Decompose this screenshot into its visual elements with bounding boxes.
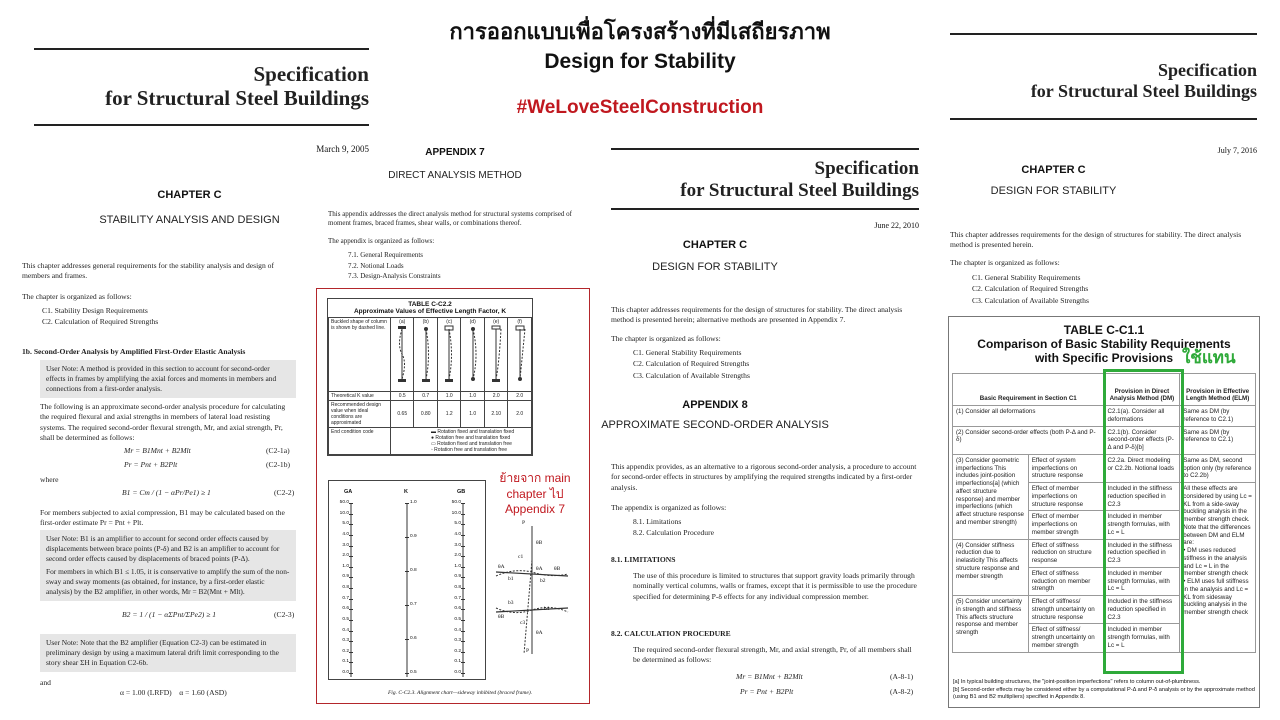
frame-label: θA xyxy=(536,630,543,636)
doc2010-spec-title xyxy=(611,158,919,202)
gb-tick-mark xyxy=(461,609,465,610)
gb-tick-label: 0.5 xyxy=(454,616,461,622)
doc2005-eq-c2-2-number: (C2-2) xyxy=(274,488,295,497)
legend-text: Rotation fixed and translation fixed xyxy=(437,429,515,435)
table-row xyxy=(329,401,532,428)
doc2016-date: July 7, 2016 xyxy=(1217,146,1257,155)
doc2010-appendix-title: APPROXIMATE SECOND-ORDER ANALYSIS xyxy=(601,419,829,431)
doc2005-eq-c2-2: B1 = Cm / (1 − αPr/Pe1) ≥ 1 xyxy=(122,488,211,497)
gb-tick-label: 5.0 xyxy=(454,521,461,527)
doc2010-chapter-title: DESIGN FOR STABILITY xyxy=(652,261,778,273)
ga-tick-label: 0.9 xyxy=(342,574,349,580)
ga-tick-label: 0.4 xyxy=(342,627,349,633)
k-theoretical-label: Theoretical K value xyxy=(329,392,391,401)
table-cell: C2.2a. Direct modeling or C2.2b. Notional loads xyxy=(1104,454,1180,482)
table-cell: (e) xyxy=(493,319,500,325)
doc2005-chapter: CHAPTER C xyxy=(157,189,222,201)
doc2005-user-note-1: User Note: A method is provided in this section to account for second-order effects in frames by amplifying the axial forces and moments in members and connections from a first-order analysis. xyxy=(40,360,296,398)
doc2010-top-rule xyxy=(611,148,919,150)
list-item: 7.2. Notional Loads xyxy=(348,261,404,270)
doc2010-calc-heading: 8.2. CALCULATION PROCEDURE xyxy=(611,629,731,638)
doc2010-spec-line1: Specification xyxy=(814,158,919,179)
gb-tick-mark xyxy=(461,652,465,653)
doc2016-spec-line2: for Structural Steel Buildings xyxy=(1030,80,1257,101)
gb-tick-mark xyxy=(461,641,465,642)
doc2005-section-heading: 1b. Second-Order Analysis by Amplified First-Order Elastic Analysis xyxy=(22,347,246,356)
doc2005-eq-c2-3-number: (C2-3) xyxy=(274,610,295,619)
gb-tick-mark xyxy=(461,599,465,600)
table-cell: (1) Consider all deformations xyxy=(953,406,1105,427)
table-row xyxy=(329,428,532,455)
list-item: 7.1. General Requirements xyxy=(348,251,424,259)
ga-tick-mark xyxy=(349,588,353,589)
table-cell: (3) Consider geometric imperfections This includes joint-position imperfections[a] (which affect structure response) and member imperfections (which affect structure response and member strength) xyxy=(953,454,1029,539)
legend-text: Rotation free and translation fixed xyxy=(435,435,511,441)
k-tick-label: 0.6 xyxy=(410,636,417,641)
list-item: C3. Calculation of Available Strengths xyxy=(972,295,1089,305)
k-tick-label: 0.9 xyxy=(410,534,417,539)
doc2016-list xyxy=(972,272,1232,306)
frame-label: θB xyxy=(554,566,561,572)
comparison-table-subtitle-1: Comparison of Basic Stability Requirements xyxy=(977,337,1231,351)
doc2010-eq-a-8-1: Mr = B1Mnt + B2Mlt xyxy=(736,672,803,681)
frame-label: c1 xyxy=(518,554,524,560)
k-tick-mark xyxy=(405,605,409,606)
gb-tick-mark xyxy=(461,620,465,621)
k-table-subtitle: Approximate Values of Effective Length Factor, K xyxy=(353,308,507,315)
doc2005-spec-line2: for Structural Steel Buildings xyxy=(105,86,369,111)
gb-tick-mark xyxy=(461,514,465,515)
table-cell: 0.80 xyxy=(414,401,437,428)
gb-tick-label: 0.4 xyxy=(454,627,461,633)
table-cell: C2.1(a). Consider all deformations xyxy=(1104,406,1180,427)
k-endcode-legend xyxy=(391,428,532,455)
k-tick-mark xyxy=(405,503,409,504)
appendix7-subtitle: DIRECT ANALYSIS METHOD xyxy=(388,170,522,181)
doc2010-date: June 22, 2010 xyxy=(874,221,919,230)
gb-tick-mark xyxy=(461,567,465,568)
gb-tick-mark xyxy=(461,524,465,525)
doc2010-eq-a-8-2: Pr = Pnt + B2Plt xyxy=(740,687,794,696)
k-endcode-label: End condition code xyxy=(329,428,391,455)
frame-sketch-svg xyxy=(494,520,574,660)
doc2010-list xyxy=(633,347,893,381)
banner-hashtag: #WeLoveSteelConstruction xyxy=(516,97,764,118)
comparison-table-footnote-b: [b] Second-order effects may be considered either by a computational P-Δ and P-δ analysis or by the approximate method (using B1 and B2 multipliers) specified in Appendix 8. xyxy=(953,687,1255,700)
table-cell: 2.10 xyxy=(484,401,507,428)
k-col-a xyxy=(391,318,414,392)
gb-tick-label: 0.2 xyxy=(454,648,461,654)
gb-tick-label: 0.3 xyxy=(454,638,461,644)
appendix7-title: APPENDIX 7 xyxy=(425,147,485,158)
ga-tick-mark xyxy=(349,673,353,674)
ga-tick-label: 3.0 xyxy=(342,542,349,548)
table-cell: Same as DM, second option only (by reference to C2.2b) xyxy=(1180,454,1256,482)
doc2005-chapter-title: STABILITY ANALYSIS AND DESIGN xyxy=(99,214,280,226)
ga-tick-label: 1.0 xyxy=(342,563,349,569)
gb-tick-label: 0.6 xyxy=(454,606,461,612)
frame-label: P xyxy=(526,648,530,654)
k-col-e xyxy=(484,318,507,392)
k-col-b xyxy=(414,318,437,392)
frame-label: θA xyxy=(498,564,505,570)
gb-tick-label: 2.0 xyxy=(454,553,461,559)
table-cell: Included in member strength formulas, with Lc = L xyxy=(1104,567,1180,595)
buckled-column-a-icon xyxy=(395,325,409,383)
gb-tick-mark xyxy=(461,588,465,589)
ga-tick-label: 5.0 xyxy=(342,521,349,527)
table-cell: (b) xyxy=(422,319,429,325)
table-cell-text: • ELM uses full stiffness in the analysis and Lc = KL from sidesway buckling analysis in the member strength check xyxy=(1183,578,1249,616)
list-item: C1. General Stability Requirements xyxy=(972,273,1081,282)
table-cell: Included in member strength formulas, with Lc = L xyxy=(1104,624,1180,652)
appendix7-intro: This appendix addresses the direct analysis method for structural systems comprised of moment frames, braced frames, shear walls, or combinations thereof. xyxy=(328,210,572,228)
roller-fixed-icon: ▭ xyxy=(431,441,438,447)
doc2005-eq-c2-1b-number: (C2-1b) xyxy=(266,460,291,469)
doc2016-spec-title xyxy=(950,60,1257,101)
gb-label: GB xyxy=(457,489,466,495)
frame-label: c3 xyxy=(520,620,526,626)
table-cell: 2.0 xyxy=(484,392,507,401)
table-cell: 0.5 xyxy=(391,392,414,401)
doc2005-spec-line1: Specification xyxy=(253,62,369,86)
doc2005-and: and xyxy=(40,678,51,687)
doc2005-eq-c2-1a: Mr = B1Mnt + B2Mlt xyxy=(124,446,191,455)
k-tick-mark xyxy=(405,673,409,674)
gb-tick-label: 0.0 xyxy=(454,670,461,675)
k-tick-label: 0.7 xyxy=(410,602,417,607)
free-icon: ◦ xyxy=(431,447,435,453)
doc2010-intro: This chapter addresses requirements for the design of structures for stability. The direct analysis method is presented herein; alternative methods are presented in Appendix 7. xyxy=(611,305,903,325)
table-cell: 2.0 xyxy=(508,392,532,401)
doc2005-intro: This chapter addresses general requirements for the stability analysis and design of members and frames. xyxy=(22,261,274,281)
table-cell: 2.0 xyxy=(508,401,532,428)
buckled-column-e-icon xyxy=(489,325,503,383)
ga-tick-mark xyxy=(349,556,353,557)
doc2010-appendix-intro: This appendix provides, as an alternative to a rigorous second-order analysis, a procedure to account for second-order effects in structures by amplifying the required strengths indicated by a first-order analysis. xyxy=(611,462,917,492)
doc2010-appendix-organized: The appendix is organized as follows: xyxy=(611,503,727,512)
k-table-grid xyxy=(328,317,532,455)
doc2005-organized: The chapter is organized as follows: xyxy=(22,292,132,301)
list-item: C2. Calculation of Required Strengths xyxy=(633,359,750,369)
banner-title: Design for Stability xyxy=(544,50,736,73)
ga-tick-mark xyxy=(349,577,353,578)
k-col-c xyxy=(437,318,460,392)
gb-tick-mark xyxy=(461,556,465,557)
pin-icon: ● xyxy=(431,435,436,441)
table-cell: Effect of stiffness reduction on member strength xyxy=(1028,567,1104,595)
ga-tick-mark xyxy=(349,662,353,663)
table-cell: 1.2 xyxy=(437,401,460,428)
k-tick-label: 1.0 xyxy=(410,500,417,505)
doc2010-eq-a-8-2-number: (A-8-2) xyxy=(890,687,914,696)
table-cell: Effect of member imperfections on structure response xyxy=(1028,483,1104,511)
doc2005-bottom-rule xyxy=(34,124,369,126)
ga-tick-mark xyxy=(349,535,353,536)
k-tick-mark xyxy=(405,537,409,538)
table-cell: (a) xyxy=(399,319,406,325)
k-tick-mark xyxy=(405,571,409,572)
ga-tick-label: 0.6 xyxy=(342,606,349,612)
table-cell: 1.0 xyxy=(461,401,484,428)
ga-tick-mark xyxy=(349,599,353,600)
ga-tick-label: 10.0 xyxy=(339,510,349,516)
ga-tick-mark xyxy=(349,503,353,504)
table-cell: Included in the stiffness reduction specified in C2.3 xyxy=(1104,596,1180,624)
doc2005-list xyxy=(42,305,292,328)
list-item: C1. General Stability Requirements xyxy=(633,348,742,357)
doc2016-bottom-rule xyxy=(950,118,1257,120)
table-cell: Included in the stiffness reduction specified in C2.3 xyxy=(1104,539,1180,567)
table-cell: (c) xyxy=(446,319,453,325)
comparison-table-title: TABLE C-C1.1 xyxy=(1063,323,1145,337)
buckled-column-c-icon xyxy=(442,325,456,383)
k-tick-mark xyxy=(405,639,409,640)
ga-tick-mark xyxy=(349,620,353,621)
doc2005-spec-title xyxy=(34,62,369,110)
list-item: C2. Calculation of Required Strengths xyxy=(972,284,1089,294)
doc2005-top-rule xyxy=(34,48,369,50)
moved-to-appendix-note: ย้ายจาก main chapter ไป Appendix 7 xyxy=(499,471,571,517)
ga-tick-label: 0.1 xyxy=(342,659,349,665)
gb-tick-label: 50.0 xyxy=(451,500,461,505)
gb-tick-label: 0.8 xyxy=(454,585,461,590)
gb-tick-mark xyxy=(461,503,465,504)
ga-tick-label: 0.0 xyxy=(342,670,349,675)
doc2010-appendix-8: APPENDIX 8 xyxy=(682,399,748,411)
frame-label: b3 xyxy=(508,600,514,606)
comparison-table-footnote-a: [a] In typical building structures, the "joint-position imperfections" refers to column out-of-plumbness. xyxy=(953,679,1201,685)
frame-sketch xyxy=(494,520,574,660)
appendix7-list xyxy=(348,250,578,282)
doc2005-para-2: For members subjected to axial compression, B1 may be calculated based on the first-order estimate Pr = Pnt + Plt. xyxy=(40,508,285,528)
table-cell: (f) xyxy=(517,319,523,325)
frame-label: P xyxy=(522,520,526,526)
doc2010-appendix-list xyxy=(633,516,893,539)
gb-tick-label: 3.0 xyxy=(454,542,461,548)
column-header: Basic Requirement in Section C1 xyxy=(953,374,1105,406)
appendix7-organized: The appendix is organized as follows: xyxy=(328,237,435,245)
doc2005-eq-c2-1a-number: (C2-1a) xyxy=(266,446,290,455)
doc2005-para-1: The following is an approximate second-order analysis procedure for calculating the required flexural and axial strengths in members of lateral load resisting systems. The required second-order flexural strength, Mr, and axial strength, Pr, shall be determined as follows: xyxy=(40,402,286,442)
gb-tick-label: 10.0 xyxy=(451,510,461,516)
table-cell: 1.0 xyxy=(461,392,484,401)
ga-tick-mark xyxy=(349,524,353,525)
k-tick-label: 0.8 xyxy=(410,568,417,573)
table-cell: Effect of member imperfections on member strength xyxy=(1028,511,1104,539)
doc2016-intro: This chapter addresses requirements for the design of structures for stability. The direct analysis method is presented herein. xyxy=(950,230,1242,250)
table-cell: C2.1(b). Consider second-order effects (P-Δ and P-δ)[b] xyxy=(1104,426,1180,454)
table-cell: (d) xyxy=(469,319,476,325)
ga-tick-label: 0.5 xyxy=(342,616,349,622)
list-item: 7.3. Design-Analysis Constraints xyxy=(348,272,441,280)
legend-text: Rotation free and translation free xyxy=(434,447,507,453)
doc2010-spec-line2: for Structural Steel Buildings xyxy=(680,179,919,201)
doc2010-eq-a-8-1-number: (A-8-1) xyxy=(890,672,914,681)
ga-tick-label: 4.0 xyxy=(342,531,349,537)
buckled-column-b-icon xyxy=(419,325,433,383)
ga-tick-mark xyxy=(349,567,353,568)
doc2005-user-note-2-text: User Note: B1 is an amplifier to account for second order effects caused by displacements between brace points (P-δ) and B2 is an amplifier to account for second order effects caused by displacements of braced points (P-Δ). xyxy=(46,534,280,563)
table-cell: Effect of stiffness/ strength uncertainty on member strength xyxy=(1028,624,1104,652)
gb-tick-label: 0.1 xyxy=(454,659,461,665)
table-cell-text: • DM uses reduced stiffness in the analysis and Lc = L in the member strength check xyxy=(1183,547,1248,578)
doc2010-limitations: The use of this procedure is limited to structures that support gravity loads primarily through nominally vertical columns, walls or frames, except that it is permissible to use the procedure specified for determining P-δ effects for any individual compression member. xyxy=(633,571,917,601)
k-col-f xyxy=(508,318,532,392)
comparison-table-subtitle-2: with Specific Provisions xyxy=(1034,351,1174,365)
doc2005-user-note-3: User Note: Note that the B2 amplifier (Equation C2-3) can be estimated in preliminary design by using a maximum lateral drift limit corresponding to the story shear ΣH in Equation C2-6b. xyxy=(40,634,296,672)
doc2010-limitations-heading: 8.1. LIMITATIONS xyxy=(611,555,676,564)
dm-column-highlight xyxy=(1103,369,1184,674)
replaces-note: ใช้แทน xyxy=(1182,348,1236,367)
buckled-column-f-icon xyxy=(513,325,527,383)
list-item: C3. Calculation of Available Strengths xyxy=(633,370,750,380)
gb-tick-mark xyxy=(461,546,465,547)
table-cell: Same as DM (by reference to C2.1) xyxy=(1180,426,1256,454)
k-col-d xyxy=(461,318,484,392)
legend-item xyxy=(431,447,529,453)
doc2005-eq-alpha: α = 1.00 (LRFD) α = 1.60 (ASD) xyxy=(120,688,227,697)
frame-label: b1 xyxy=(508,576,514,582)
ga-tick-label: 0.8 xyxy=(342,585,349,590)
ga-tick-label: 0.2 xyxy=(342,648,349,654)
legend-text: Rotation fixed and translation free xyxy=(437,441,512,447)
doc2016-spec-line1: Specification xyxy=(1158,60,1257,80)
alignment-chart xyxy=(328,480,486,680)
doc2005-user-note-2b-text: For members in which B1 ≤ 1.05, it is conservative to amplify the sum of the non-sway and sway moments (as obtained, for instance, by a first-order elastic analysis) by the B2 amplifier, in other words, Mr = B2(Mnt + Mlt). xyxy=(46,566,290,596)
ga-tick-mark xyxy=(349,514,353,515)
gb-tick-label: 0.7 xyxy=(454,595,461,601)
table-row xyxy=(329,392,532,401)
k-recommended-label: Recommended design value when ideal conditions are approximated xyxy=(329,401,391,428)
frame-label: θA xyxy=(536,566,543,572)
doc2010-organized: The chapter is organized as follows: xyxy=(611,334,721,343)
gb-tick-label: 1.0 xyxy=(454,563,461,569)
ga-label: GA xyxy=(344,489,353,495)
frame-label: b2 xyxy=(540,578,546,584)
gb-tick-mark xyxy=(461,662,465,663)
doc2010-chapter: CHAPTER C xyxy=(682,239,748,251)
banner-thai-title: การออกแบบเพื่อโครงสร้างที่มีเสถียรภาพ xyxy=(449,19,831,44)
doc2005-eq-c2-1b: Pr = Pnt + B2Plt xyxy=(124,460,178,469)
frame-label: θB xyxy=(536,540,543,546)
doc2005-eq-c2-3: B2 = 1 / (1 − αΣPnt/ΣPe2) ≥ 1 xyxy=(122,610,217,619)
table-row xyxy=(329,318,532,392)
ga-tick-mark xyxy=(349,609,353,610)
ga-tick-label: 0.3 xyxy=(342,638,349,644)
doc2016-chapter: CHAPTER C xyxy=(1021,164,1086,176)
table-cell: Effect of system imperfections on structure response xyxy=(1028,454,1104,482)
ga-tick-mark xyxy=(349,631,353,632)
list-item: 8.2. Calculation Procedure xyxy=(633,528,714,538)
ga-tick-label: 50.0 xyxy=(339,500,349,505)
doc2005-date: March 9, 2005 xyxy=(316,144,369,154)
ga-tick-label: 0.7 xyxy=(342,595,349,601)
table-cell: Effect of stiffness reduction on structure response xyxy=(1028,539,1104,567)
table-cell: 0.7 xyxy=(414,392,437,401)
elm-combined-cell xyxy=(1180,483,1256,653)
table-cell: Same as DM (by reference to C2.1) xyxy=(1180,406,1256,427)
k-factor-table xyxy=(327,298,533,456)
frame-label: b4 xyxy=(544,606,550,612)
table-cell: Effect of stiffness/ strength uncertainty on structure response xyxy=(1028,596,1104,624)
ga-tick-mark xyxy=(349,652,353,653)
gb-tick-label: 0.9 xyxy=(454,574,461,580)
table-cell: 0.65 xyxy=(391,401,414,428)
table-cell: Included in the stiffness reduction specified in C2.3 xyxy=(1104,483,1180,511)
ga-tick-label: 2.0 xyxy=(342,553,349,559)
k-table-title: TABLE C-C2.2 xyxy=(408,301,452,308)
gb-tick-mark xyxy=(461,631,465,632)
gb-tick-label: 4.0 xyxy=(454,531,461,537)
gb-tick-mark xyxy=(461,535,465,536)
doc2016-organized: The chapter is organized as follows: xyxy=(950,258,1060,267)
column-header: Provision in Effective Length Method (ELM) xyxy=(1180,374,1256,406)
doc2016-chapter-title: DESIGN FOR STABILITY xyxy=(990,185,1117,197)
table-cell: (2) Consider second-order effects (both P-Δ and P-δ) xyxy=(953,426,1105,454)
table-cell: Included in member strength formulas, with Lc = L xyxy=(1104,511,1180,539)
ga-tick-mark xyxy=(349,641,353,642)
k-table-shape-label: Buckled shape of column is shown by dashed line. xyxy=(329,318,391,392)
alignment-chart-caption: Fig. C-C2.3. Alignment chart—sideway inhibited (braced frame). xyxy=(387,690,533,696)
list-item: 8.1. Limitations xyxy=(633,517,682,526)
list-item: C2. Calculation of Required Strengths xyxy=(42,317,159,327)
doc2010-bottom-rule xyxy=(611,208,919,210)
frame-label: θB xyxy=(498,614,505,620)
table-cell: (5) Consider uncertainty in strength and stiffness This affects structure response and member strength xyxy=(953,596,1029,653)
doc2005-user-note-2 xyxy=(40,530,296,601)
fixed-fixed-icon: ▬ xyxy=(431,429,438,435)
buckled-column-d-icon xyxy=(466,325,480,383)
table-cell: 1.0 xyxy=(437,392,460,401)
k-tick-label: 0.5 xyxy=(410,670,417,675)
table-cell: (4) Consider stiffness reduction due to inelasticity This affects structure response and member strength xyxy=(953,539,1029,596)
table-cell-text: All these effects are considered by using Lc = KL from a side-sway buckling analysis in the member strength check. Note that the differences between DM and ELM are: xyxy=(1183,485,1252,547)
list-item: C1. Stability Design Requirements xyxy=(42,306,148,315)
k-label: K xyxy=(404,489,408,495)
gb-tick-mark xyxy=(461,577,465,578)
doc2005-where: where xyxy=(40,475,59,484)
doc2010-calc: The required second-order flexural strength, Mr, and axial strength, Pr, of all members shall be determined as follows: xyxy=(633,645,912,665)
gb-tick-mark xyxy=(461,673,465,674)
column-header: Provision in Direct Analysis Method (DM) xyxy=(1104,374,1180,406)
doc2016-top-rule xyxy=(950,33,1257,35)
ga-tick-mark xyxy=(349,546,353,547)
